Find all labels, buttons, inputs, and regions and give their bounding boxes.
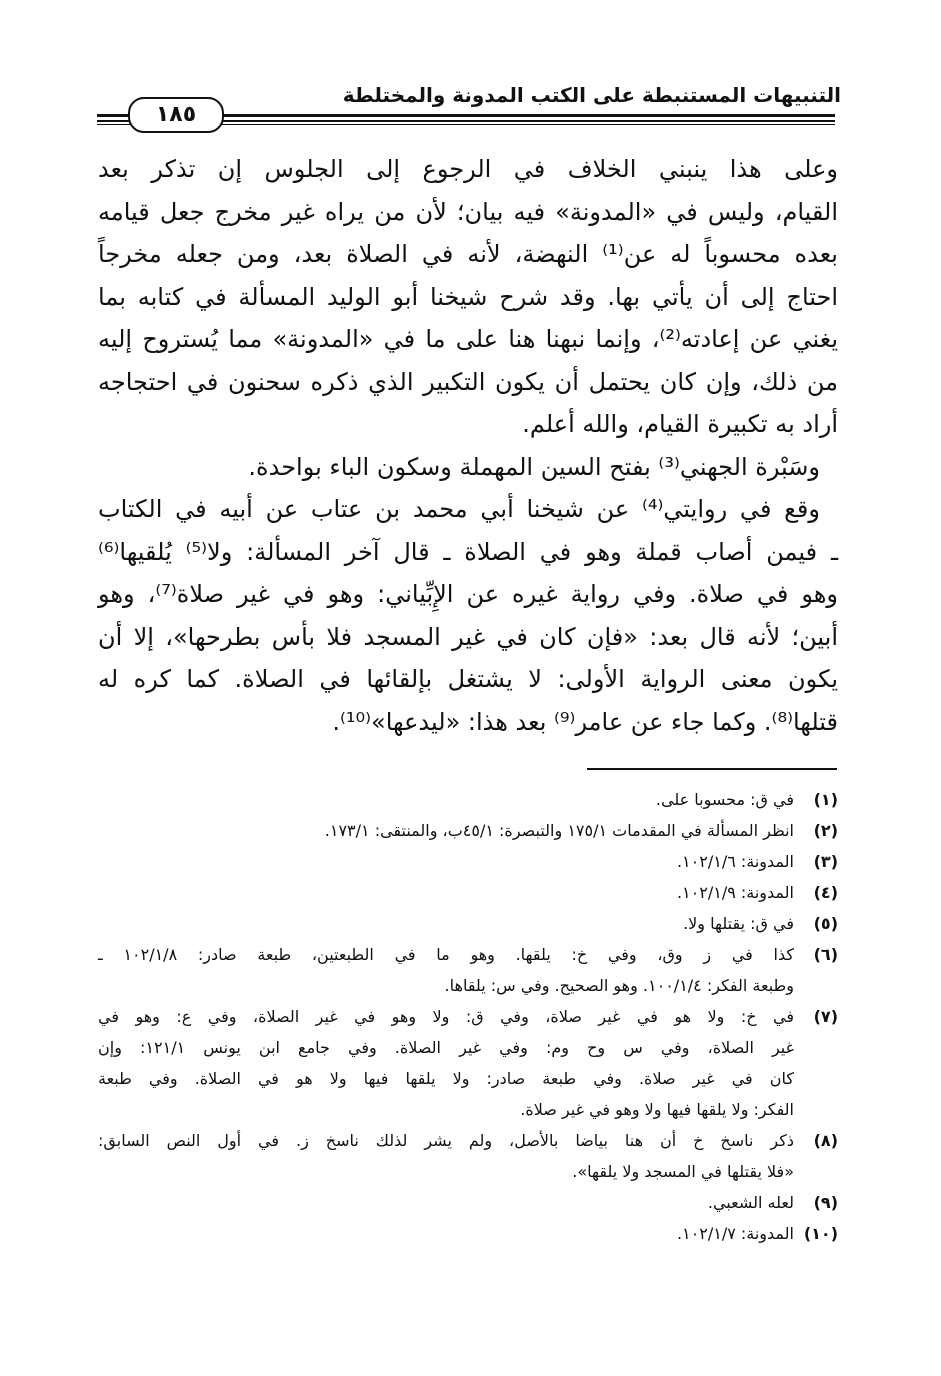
footnote: [98, 784, 838, 815]
footnote-number: (٥): [813, 914, 838, 933]
footnote-number: (١): [813, 790, 838, 809]
footnote-number: (٧): [813, 1007, 838, 1026]
text-line: وقع في روايتي⁽⁴⁾ عن شيخنا أبي محمد بن عتاب عن أبيه في الكتاب: [98, 495, 820, 523]
footnote-text: لعله الشعبي.: [707, 1193, 794, 1212]
footnote: [98, 1001, 838, 1125]
text-line: القيام، وليس في «المدونة» فيه بيان؛ لأن من يراه غير مخرج جعل قيامه: [98, 197, 838, 226]
footnote-text: كذا في ز وق، وفي خ: يلقها. وهو ما في الطبعتين، طبعة صادر: ١٠٢/١/٨ ـ: [98, 945, 794, 964]
text-line: أبين؛ لأنه قال بعد: «فإن كان في غير المسجد فلا بأس بطرحها»، إلا أن: [98, 622, 838, 651]
footnote-text: المدونة: ١٠٢/١/٧.: [676, 1224, 794, 1243]
footnote-text: وطبعة الفكر: ١٠٠/١/٤. وهو الصحيح. وفي س: يلقاها.: [444, 976, 794, 995]
footnote-number: (٤): [813, 883, 838, 902]
text-line: ـ فيمن أصاب قملة وهو في الصلاة ـ قال آخر المسألة: ولا⁽⁵⁾ يُلقيها⁽⁶⁾: [98, 537, 838, 566]
footnote-text: انظر المسألة في المقدمات ١٧٥/١ والتبصرة: ٤٥/١ب، والمنتقى: ١٧٣/١.: [324, 821, 794, 840]
footnote-text: المدونة: ١٠٢/١/٩.: [676, 883, 794, 902]
footnote-separator: [587, 768, 837, 770]
running-title: التنبيهات المستنبطة على الكتب المدونة والمختلطة: [342, 83, 841, 107]
footnote-number: (١٠): [803, 1224, 838, 1243]
footnote-text: ذكر ناسخ خ أن هنا بياضا بالأصل، ولم يشر لذلك ناسخ ز. في أول النص السابق:: [98, 1131, 794, 1150]
text-line: وهو في صلاة. وفي رواية غيره عن الإِبِّياني: وهو في غير صلاة⁽⁷⁾، وهو: [98, 580, 838, 608]
footnote: [98, 908, 838, 939]
text-line: قتلها⁽⁸⁾. وكما جاء عن عامر⁽⁹⁾ بعد هذا: «ليدعها»⁽¹⁰⁾.: [332, 707, 838, 736]
footnote: [98, 1187, 838, 1218]
footnote-text: في ق: يقتلها ولا.: [683, 914, 794, 933]
main-text: [98, 148, 838, 743]
footnote-number: (٩): [813, 1193, 838, 1212]
text-line: وسَبْرة الجهني⁽³⁾ بفتح السين المهملة وسكون الباء بواحدة.: [248, 452, 820, 481]
footnote: [98, 877, 838, 908]
text-line: يغني عن إعادته⁽²⁾، وإنما نبهنا هنا على ما في «المدونة» مما يُستروح إليه: [98, 325, 838, 353]
footnotes: [98, 784, 838, 1249]
footnote: [98, 939, 838, 1001]
text-line: وعلى هذا ينبني الخلاف في الرجوع إلى الجلوس إن تذكر بعد: [98, 155, 838, 183]
footnote: [98, 846, 838, 877]
text-line: احتاج إلى أن يأتي بها. وقد شرح شيخنا أبو الوليد المسألة في كتابه بما: [98, 282, 838, 311]
page-number: ١٨٥: [128, 97, 224, 133]
footnote: [98, 815, 838, 846]
footnote-text: غير الصلاة، وفي س وح وم: وفي غير الصلاة. وفي جامع ابن يونس ١٢١/١: وإن: [98, 1038, 795, 1057]
text-line: أراد به تكبيرة القيام، والله أعلم.: [522, 410, 838, 438]
footnote-text: الفكر: ولا يلقها فيها ولا وهو في غير صلاة.: [520, 1100, 794, 1119]
footnote-text: «فلا يقتلها في المسجد ولا يلقها».: [572, 1162, 794, 1181]
footnote-number: (٦): [813, 945, 838, 964]
footnote-number: (٨): [813, 1131, 838, 1150]
footnote-text: في خ: ولا هو في غير صلاة، وفي ق: ولا وهو في غير الصلاة، وفي ع: وهو في: [98, 1007, 794, 1026]
footnote: [98, 1218, 838, 1249]
footnote-number: (٢): [813, 821, 838, 840]
footnote-text: في ق: محسوبا على.: [655, 790, 794, 809]
footnote: [98, 1125, 838, 1187]
footnote-text: كان في غير صلاة. وفي طبعة صادر: ولا يلقها فيها ولا هو في الصلاة. وفي طبعة: [98, 1069, 794, 1088]
text-line: من ذلك، وإن كان يحتمل أن يكون التكبير الذي ذكره سحنون في احتجاجه: [98, 367, 838, 396]
text-line: يكون معنى الرواية الأولى: لا يشتغل بإلقائها في الصلاة. كما كره له: [98, 665, 838, 693]
footnote-text: المدونة: ١٠٢/١/٦.: [676, 852, 794, 871]
text-line: بعده محسوباً له عن⁽¹⁾ النهضة، لأنه في الصلاة بعد، ومن جعله مخرجاً: [98, 240, 838, 268]
footnote-number: (٣): [813, 852, 838, 871]
